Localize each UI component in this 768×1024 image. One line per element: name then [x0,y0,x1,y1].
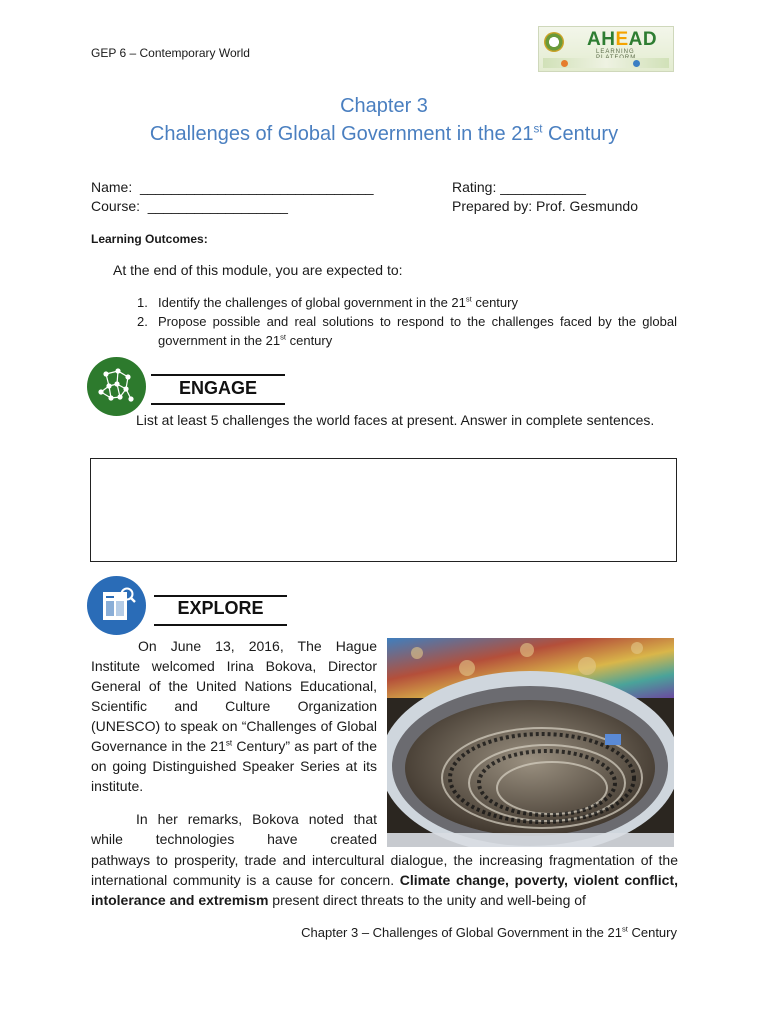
name-field: Name: ______________________________ [91,179,374,195]
rating-field: Rating: ___________ [452,179,586,195]
divider [151,374,285,376]
learning-outcomes-heading: Learning Outcomes: [91,232,208,246]
explore-paragraph-2-start: In her remarks, Bokova noted that while technologies have created [91,811,377,847]
chapter-label: Chapter 3 [340,95,428,117]
logo-accent-letter: E [615,29,629,50]
chapter-title: Challenges of Global Government in the 21st Century [149,122,619,145]
list-item: 2. Propose possible and real solutions to respond to the challenges faced by the global government in the 21st century [137,314,677,348]
learning-outcomes-intro: At the end of this module, you are expected to: [113,262,403,278]
list-item: 1. Identify the challenges of global government in the 21st century [137,294,518,310]
logo-brand: AHEAD [587,29,658,50]
explore-paragraph-2-cont: pathways to prosperity, trade and intercultural dialogue, the increasing fragmentation of the international community is a cause for concern. Climate change, poverty, violent conflict, intolerance and extremism present direct threats to the unity and well-being of [91,852,678,908]
course-code: GEP 6 – Contemporary World [91,46,250,60]
partner-logo-icon [633,60,640,67]
partner-logo-icon [561,60,568,67]
network-icon [87,357,146,416]
outcomes-list [137,293,677,350]
seal-icon [544,32,564,52]
prepared-by: Prepared by: Prof. Gesmundo [452,198,638,214]
un-assembly-photo [387,638,674,847]
course-field: Course: __________________ [91,198,288,214]
ahead-logo [538,26,674,72]
page-footer: Chapter 3 – Challenges of Global Government in the 21st Century [301,924,677,940]
answer-box[interactable] [90,458,677,562]
logo-tagline: LEARNING [596,49,635,55]
divider [151,403,285,405]
explore-paragraph-1: On June 13, 2016, The Hague Institute welcomed Irina Bokova, Director General of the United Nations Educational, Scientific and Culture Organization (UNESCO) to speak on “Challenges of Global Governance in the 21st Century” as part of the on going Distinguished Speaker Series at its institute. [91,638,377,794]
explore-heading: EXPLORE [177,598,264,618]
engage-instruction: List at least 5 challenges the world faces at present. Answer in complete sentences. [136,412,655,428]
document-search-icon [87,576,146,635]
engage-heading: ENGAGE [178,378,257,398]
divider [154,624,287,626]
divider [154,595,287,597]
